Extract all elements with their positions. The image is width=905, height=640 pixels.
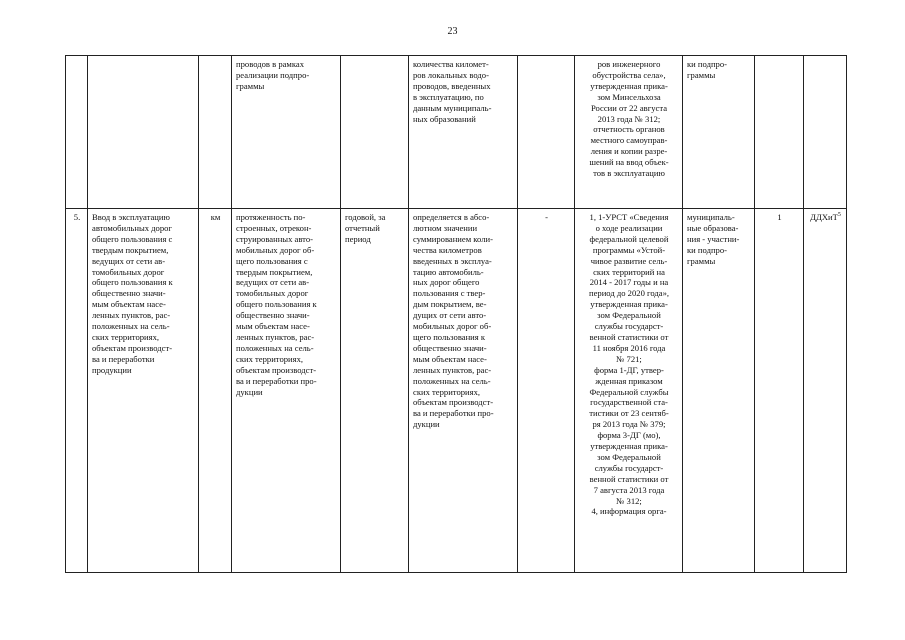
calculation-method-cell: определяется в абсо- лютном значении суммированием коли- чества километров введенных в эксплуа- тацию автомобиль- ных дорог общего пользования с твер- дым покрытием, ве- дущих от сети авто- мобильных дорог об- щего пользования к общественно значи- мым объектам насе- ленных пунктов, рас- положенных на сель- ских территориях, объектам производст- ва и переработки про- дукции [409, 209, 518, 573]
table-row [66, 56, 847, 209]
coefficient-cell [755, 56, 804, 209]
indicator-name-cell: Ввод в эксплуатацию автомобильных дорог общего пользования с твердым покрытием, ведущих от сети ав- томобильных дорог общего пользования к общественно значи- мым объектам насе- ленных пунктов, рас- положенных на сель- ских территориях, объектам производст- ва и переработки продукции [88, 209, 199, 573]
periodicity-cell [341, 56, 409, 209]
data-source-cell: ров инженерного обустройства села», утвержденная прика- зом Минсельхоза России от 22 августа 2013 года № 312; отчетность органов местного самоуправ- ления и копии разре- шений на ввод объек- тов в эксплуатацию [575, 56, 683, 209]
row-number-cell: 5. [66, 209, 88, 573]
table-row [66, 209, 847, 573]
indicator-table [65, 55, 847, 573]
periodicity-cell: годовой, за отчетный период [341, 209, 409, 573]
department-code: ДДХиТ [810, 212, 838, 222]
row-number-cell [66, 56, 88, 209]
base-indicator-cell [518, 56, 575, 209]
definition-cell: протяженность по- строенных, отрекон- струированных авто- мобильных дорог об- щего пользования с твердым покрытием, ведущих от сети ав- томобильных дорог общего пользования к общественно значи- мым объектам насе- ленных пунктов, рас- положенных на сель- ских территориях, объектам производст- ва и переработки про- дукции [232, 209, 341, 573]
responsible-cell: ки подпро- граммы [683, 56, 755, 209]
responsible-cell: муниципаль- ные образова- ния - участни- ки подпро- граммы [683, 209, 755, 573]
coefficient-cell: 1 [755, 209, 804, 573]
department-code-cell [804, 209, 847, 573]
department-code-footnote: 5 [837, 212, 841, 219]
indicator-name-cell [88, 56, 199, 209]
data-source-cell: 1, 1-УРСТ «Сведения о ходе реализации федеральной целевой программы «Устой- чивое развитие сель- ских территорий на 2014 - 2017 годы и на период до 2020 года», утвержденная прика- зом Федеральной службы государст- венной статистики от 11 ноября 2016 года № 721; форма 1-ДГ, утвер- жденная приказом Федеральной службы государственной ста- тистики от 23 сентяб- ря 2013 года № 379; форма 3-ДГ (мо), утвержденная прика- зом Федеральной службы государст- венной статистики от 7 августа 2013 года № 312; 4, информация орга- [575, 209, 683, 573]
unit-cell [199, 56, 232, 209]
base-indicator-cell: - [518, 209, 575, 573]
definition-cell: проводов в рамках реализации подпро- граммы [232, 56, 341, 209]
department-code-cell [804, 56, 847, 209]
page-number: 23 [447, 26, 458, 37]
calculation-method-cell: количества километ- ров локальных водо- проводов, введенных в эксплуатацию, по данным муниципаль- ных образований [409, 56, 518, 209]
unit-cell: км [199, 209, 232, 573]
